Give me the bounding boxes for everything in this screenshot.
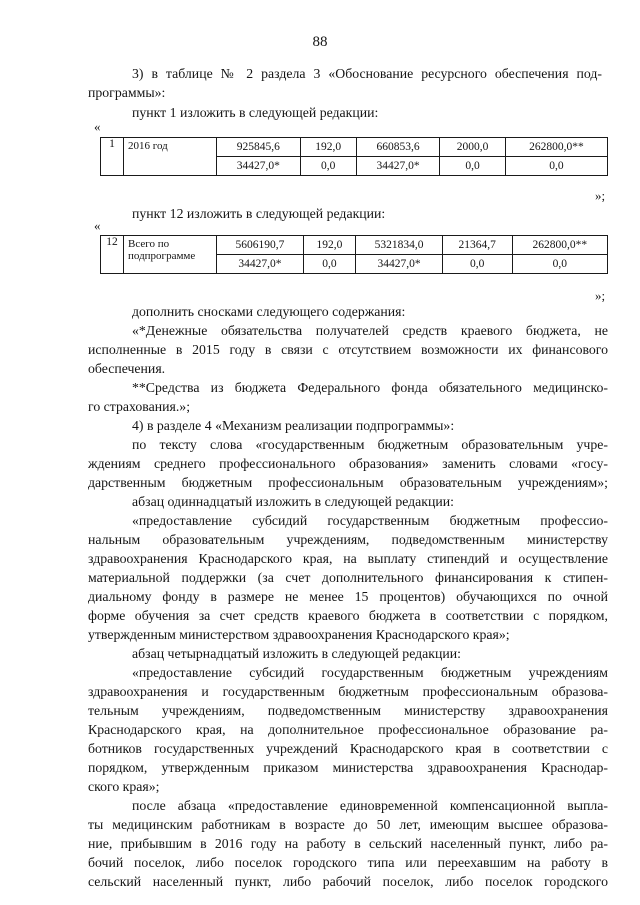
row-index: 1	[101, 138, 124, 176]
table-cell: 21364,7	[442, 236, 512, 255]
text-line: бочий поселок, либо поселок городского типа или переехавшим на работу в	[88, 855, 608, 870]
table-cell: 192,0	[300, 138, 356, 157]
close-quote: »;	[595, 288, 606, 303]
table-cell: 0,0	[505, 157, 607, 176]
table-cell: 0,0	[442, 255, 512, 274]
budget-table-item-1	[100, 137, 608, 176]
table-cell: 0,0	[512, 255, 608, 274]
text-line: материальной поддержки (за счет дополнительного финансирования к стипен-	[88, 570, 608, 585]
text-line: дополнить сносками следующего содержания:	[132, 304, 406, 319]
table-cell: 192,0	[303, 236, 355, 255]
text-line: абзац четырнадцатый изложить в следующей редакции:	[132, 646, 461, 661]
text-line: «*Денежные обязательства получателей средств краевого бюджета, не	[132, 323, 608, 338]
text-line: ского края»;	[88, 779, 160, 794]
paragraph-line: 3) в таблице № 2 раздела 3 «Обоснование ресурсного обеспечения под-	[132, 66, 602, 81]
table-cell: 0,0	[440, 157, 505, 176]
table-cell: 660853,6	[356, 138, 440, 157]
text-line: нальным образовательным учреждениям, подведомственным министерству	[88, 532, 608, 547]
text-line: после абзаца «предоставление единовременной компенсационной выпла-	[132, 798, 608, 813]
table-cell: 0,0	[300, 157, 356, 176]
row-label: 2016 год	[124, 138, 217, 176]
text-line: дарственным бюджетным профессиональным образовательным учреждениям»;	[88, 475, 608, 490]
table-cell: 5321834,0	[356, 236, 443, 255]
text-line: ние, прибывшим в 2016 году на работу в сельский населенный пункт, либо ра-	[88, 836, 608, 851]
table-cell: 262800,0**	[505, 138, 607, 157]
text-line: «предоставление субсидий государственным бюджетным учреждениям	[132, 665, 608, 680]
table-cell: 34427,0*	[356, 255, 443, 274]
paragraph-line: программы»:	[88, 85, 166, 100]
table-cell: 0,0	[303, 255, 355, 274]
text-line: исполненные в 2015 году в связи с отсутствием возможности их финансового	[88, 342, 608, 357]
text-line: диальному фонду в размере не менее 15 процентов) обучающихся по очной	[88, 589, 608, 604]
text-line: ждениям среднего профессионального образования» заменить словами «госу-	[88, 456, 608, 471]
text-line: здравоохранения Краснодарского края, на выплату стипендий и осуществление	[88, 551, 608, 566]
text-line: по тексту слова «государственным бюджетным образовательным учре-	[132, 437, 608, 452]
text-line: абзац одиннадцатый изложить в следующей редакции:	[132, 494, 454, 509]
item-intro: пункт 12 изложить в следующей редакции:	[132, 206, 386, 221]
text-line: ботников государственных учреждений Краснодарского края в соответствии с	[88, 741, 608, 756]
text-line: порядком, утвержденным приказом министерства здравоохранения Краснодар-	[88, 760, 608, 775]
text-line: го страхования.»;	[88, 399, 191, 414]
table-cell: 2000,0	[440, 138, 505, 157]
text-line: **Средства из бюджета Федерального фонда обязательного медицинско-	[132, 380, 608, 395]
open-quote: «	[94, 218, 101, 233]
text-line: тельным учреждениям, подведомственным министерству здравоохранения	[88, 703, 608, 718]
text-line: обеспечения.	[88, 361, 166, 376]
table-cell: 34427,0*	[217, 157, 301, 176]
text-line: 4) в разделе 4 «Механизм реализации подпрограммы»:	[132, 418, 455, 433]
open-quote: «	[94, 119, 101, 134]
row-label: Всего по подпрограмме	[124, 236, 217, 274]
table-cell: 34427,0*	[217, 255, 304, 274]
text-line: ты медицинским работникам в возрасте до 50 лет, имеющим высшее образова-	[88, 817, 608, 832]
text-line: Краснодарского края, на дополнительное профессиональное образование ра-	[88, 722, 608, 737]
close-quote: »;	[595, 188, 606, 203]
text-line: «предоставление субсидий государственным бюджетным профессио-	[132, 513, 608, 528]
item-intro: пункт 1 изложить в следующей редакции:	[132, 105, 379, 120]
text-line: форме обучения за счет средств краевого бюджета в соответствии с порядком,	[88, 608, 608, 623]
table-cell: 34427,0*	[356, 157, 440, 176]
page-number: 88	[312, 34, 328, 50]
budget-table-item-12	[100, 235, 608, 274]
row-index: 12	[101, 236, 124, 274]
table-cell: 262800,0**	[512, 236, 608, 255]
text-line: сельский населенный пункт, либо рабочий поселок, либо поселок городского	[88, 874, 608, 889]
table-cell: 5606190,7	[217, 236, 304, 255]
table-cell: 925845,6	[217, 138, 301, 157]
text-line: здравоохранения и государственным бюджетным профессиональным образова-	[88, 684, 608, 699]
text-line: утвержденным министерством здравоохранения Краснодарского края»;	[88, 627, 510, 642]
